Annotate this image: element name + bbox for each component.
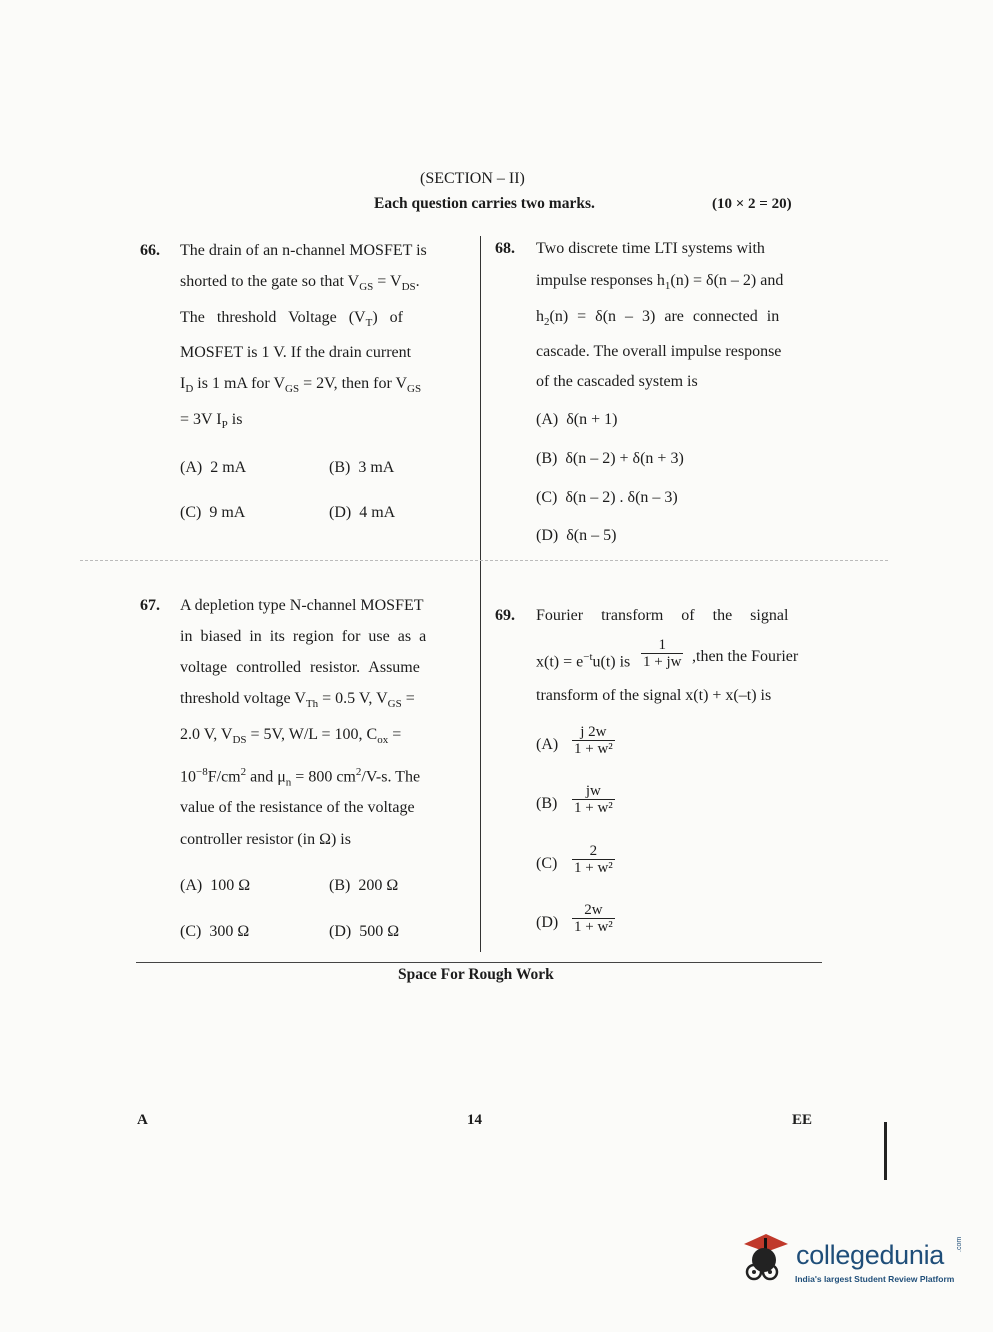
q69-line3: transform of the signal x(t) + x(–t) is — [536, 687, 772, 704]
row-divider — [80, 560, 888, 561]
q69-line1: Fourier transform of the signal — [536, 607, 789, 624]
q66-line2: shorted to the gate so that $V_{GS} = V_{DS}$. — [180, 273, 420, 294]
q67-line6: $10^{-8}F/cm^2$ and $\mu_n = 800$ $cm^2/V-s$. The — [180, 766, 421, 789]
q67-line5: 2.0 V, $V_{DS} = 5V$, W/L = 100, $C_{ox}$ = — [180, 726, 402, 747]
bottom-rule — [136, 962, 822, 963]
section-title: (SECTION – II) — [420, 170, 525, 187]
q66-option-d: (D) 4 mA — [329, 504, 396, 521]
q69-option-d-label: (D) — [536, 914, 559, 931]
q68-line1: Two discrete time LTI systems with — [536, 240, 765, 257]
q68-line2: impulse responses $h_1(n) = \delta(n - 2)$ and — [536, 272, 784, 293]
q67-line4: threshold voltage $V_{Th} = 0.5$ V, $V_{GS}$ = — [180, 690, 415, 711]
q69-line2b: ,then the Fourier — [692, 648, 799, 665]
q68-option-a: (A) δ(n + 1) — [536, 411, 618, 428]
q66-line3: The threshold Voltage $(V_T)$ of — [180, 309, 403, 330]
q67-option-a: (A) 100 Ω — [180, 877, 251, 894]
q69-fraction: $\frac{1}{1 + jw}$ — [643, 637, 682, 670]
q69-option-c-label: (C) — [536, 855, 558, 872]
page-number: 14 — [467, 1112, 482, 1128]
logo-brand: collegedunia — [796, 1240, 945, 1270]
section-instruction: Each question carries two marks. — [374, 195, 595, 212]
q67-line7: value of the resistance of the voltage — [180, 799, 415, 816]
q67-number: 67. — [140, 597, 160, 614]
column-divider — [480, 236, 481, 952]
q69-option-a-label: (A) — [536, 736, 559, 753]
q68-line5: of the cascaded system is — [536, 373, 698, 390]
q68-line3: $h_2(n) = \delta(n - 3)$ are connected in — [536, 308, 780, 329]
q68-option-b: (B) δ(n – 2) + δ(n + 3) — [536, 450, 684, 467]
rough-work-label: Space For Rough Work — [398, 966, 554, 983]
q69-line2a: $x(t) = e^{-t}u(t)$ is — [536, 651, 631, 671]
logo-suffix: .com — [956, 1236, 963, 1252]
q66-line6: = 3V $I_P$ is — [180, 411, 243, 432]
footer-right: EE — [792, 1112, 813, 1128]
q66-number: 66. — [140, 242, 160, 259]
logo-tagline: India's largest Student Review Platform — [795, 1274, 955, 1284]
q69-option-c-fraction: $\frac{2}{\text{1 + w²}}$ — [574, 843, 613, 876]
q66-option-c: (C) 9 mA — [180, 504, 246, 521]
q67-option-b: (B) 200 Ω — [329, 877, 399, 894]
q66-line4: MOSFET is 1 V. If the drain current — [180, 344, 412, 361]
q68-number: 68. — [495, 240, 515, 257]
q67-line2: in biased in its region for use as a — [180, 628, 427, 645]
q67-line3: voltage controlled resistor. Assume — [180, 659, 420, 676]
q69-option-b-fraction: $\frac{jw}{\text{1 + w²}}$ — [574, 783, 613, 816]
q68-line4: cascade. The overall impulse response — [536, 343, 782, 360]
q67-line8: controller resistor (in Ω) is — [180, 831, 351, 848]
q66-line1: The drain of an n-channel MOSFET is — [180, 242, 427, 259]
q69-option-a-fraction: $\frac{j 2w}{\text{1 + w²}}$ — [574, 724, 613, 757]
q66-option-b: (B) 3 mA — [329, 459, 395, 476]
q68-option-d: (D) δ(n – 5) — [536, 527, 617, 544]
q67-line1: A depletion type N-channel MOSFET — [180, 597, 424, 614]
scan-mark — [884, 1122, 887, 1180]
q68-option-c: (C) δ(n – 2) . δ(n – 3) — [536, 489, 678, 506]
marks-total: (10 × 2 = 20) — [712, 196, 792, 212]
q67-option-d: (D) 500 Ω — [329, 923, 400, 940]
q66-option-a: (A) 2 mA — [180, 459, 247, 476]
collegedunia-logo-icon — [736, 1228, 792, 1284]
q67-option-c: (C) 300 Ω — [180, 923, 250, 940]
q69-number: 69. — [495, 607, 515, 624]
q69-option-d-fraction: $\frac{2w}{\text{1 + w²}}$ — [574, 902, 613, 935]
footer-left: A — [137, 1112, 148, 1128]
q69-option-b-label: (B) — [536, 795, 558, 812]
q66-line5: $I_D$ is 1 mA for $V_{GS} = 2V$, then for $V_{GS}$ — [180, 375, 422, 396]
